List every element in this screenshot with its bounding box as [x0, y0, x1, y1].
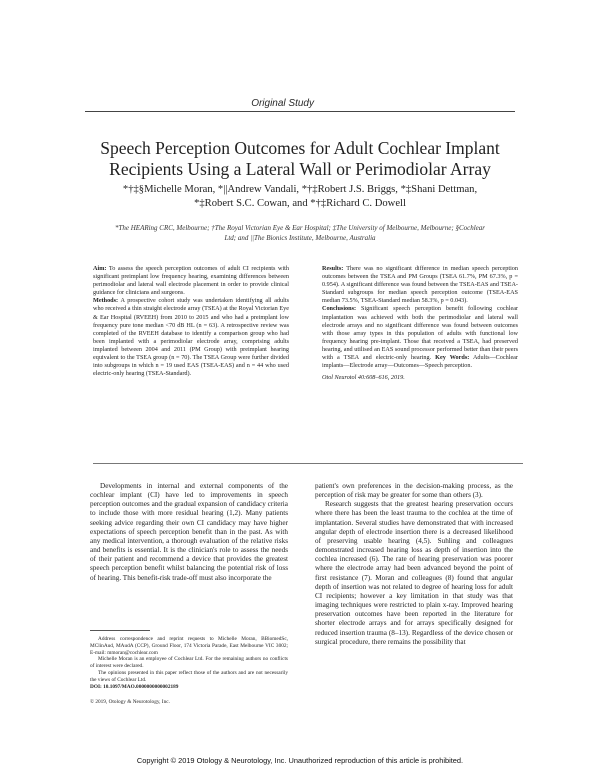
abstract-conclusions — [322, 305, 518, 370]
footnote-rule — [90, 630, 150, 631]
keywords-text: Adults—Cochlear implants—Electrode array—Outcomes—Speech perception. — [322, 354, 518, 370]
body-paragraph: Developments in internal and external components of the cochlear implant (CI) have led to improvements in speech perception outcomes and the gradual expansion of candidacy criteria to include those with more residual hearing (1,2). Many patients seeking advice regarding their own CI candidacy may have higher expectations of speech perception benefit than in the past. As with any medical intervention, a thorough evaluation of the relative risks and benefits is essential. It is the clinician's role to assess the needs of their patient and recommend a device that provides the greatest speech perception benefit whilst balancing the potential risk of loss of hearing. This benefit-risk trade-off must also incorporate the — [90, 482, 288, 582]
abstract-results — [322, 265, 518, 305]
conclusions-text: Significant speech perception benefit following cochlear implantation was achieved with both the perimodiolar and lateral wall electrode arrays and no significant difference was found between outcomes with those array types in this population of adults with functional low frequency hearing pre-implant. Those that received a TSEA, had preserved hearing, and utilised an EAS sound processor performed better than their peers with a TSEA and electric-only hearing. — [322, 305, 519, 362]
conclusions-label: Conclusions: — [322, 305, 357, 313]
abstract-right-column — [322, 265, 518, 382]
copyright-notice: Copyright © 2019 Otology & Neurotology, Inc. Unauthorized reproduction of this article is prohibited. — [136, 756, 464, 765]
affiliations-line-1: *The HEARing CRC, Melbourne; †The Royal Victorian Eye & Ear Hospital; ‡The University of Melbourne, Melbourne; §Cochlear — [114, 224, 486, 232]
footnote-opinion: The opinions presented in this paper reflect those of the authors and are not necessarily the views of Cochlear Ltd. — [90, 669, 288, 683]
section-label: Original Study — [251, 98, 314, 109]
footnote-address: Address correspondence and reprint requests to Michelle Moran, BBiomedSc, MClinAud, MAudA (CCP), Ground Floor, 174 Victoria Parade, East Melbourne VIC 3002; E-mail: mmoran@cochlear.com — [90, 636, 288, 656]
header-rule — [85, 111, 515, 112]
abstract-separator — [93, 463, 523, 464]
abstract-methods — [93, 297, 289, 378]
body-left-column — [90, 482, 288, 583]
article-title — [60, 138, 540, 180]
authors-line-1: *†‡§Michelle Moran, *||Andrew Vandali, *†‡Robert J.S. Briggs, *‡Shani Dettman, — [122, 184, 478, 195]
copyright-line: © 2019, Otology & Neurotology, Inc. — [90, 699, 170, 705]
abstract-aim — [93, 265, 289, 297]
doi: DOI: 10.1097/MAO.0000000000002189 — [90, 683, 179, 690]
title-line-1: Speech Perception Outcomes for Adult Cochlear Implant — [100, 138, 500, 158]
footnote-disclosure: Michelle Moran is an employee of Cochlear Ltd. For the remaining authors no conflicts of interest were declared. — [90, 656, 288, 670]
abstract-left-column — [93, 265, 289, 378]
results-label: Results: — [322, 265, 344, 272]
title-line-2: Recipients Using a Lateral Wall or Perimodiolar Array — [109, 159, 491, 179]
aim-text: To assess the speech perception outcomes of adult CI recipients with significant preimplant low frequency hearing, examining differences between perimodiolar and lateral wall electrode placement in order to provide clinical guidance for clinicians and surgeons. — [93, 265, 289, 297]
affiliations — [85, 223, 515, 243]
affiliations-line-2: Ltd; and ||The Bionics Institute, Melbourne, Australia — [224, 234, 376, 242]
body-paragraph: patient's own preferences in the decision-making process, as the perception of risk may be greater for some than others (3). — [315, 482, 513, 500]
citation: Otol Neurotol 40:608–616, 2019. — [322, 374, 405, 382]
results-text: There was no significant difference in median speech perception outcomes between the TSEA and PM Groups (TSEA 61.7%, PM 67.3%, p = 0.954). A significant difference was found between the TSEA-EAS and TSEA-Standard subgroups for median speech perception outcome (TSEA-EAS median 73.5%, TSEA-Standard median 58.3%, p = 0.043). — [322, 265, 518, 305]
body-right-column — [315, 482, 513, 647]
author-list — [80, 183, 520, 211]
body-paragraph: Research suggests that the greatest hearing preservation occurs where there has been the least trauma to the cochlea at the time of implantation. Several studies have demonstrated that with increased angular depth of electrode insertion there is a decreased likelihood of preserving usable hearing (4,5). Suhling and colleagues demonstrated increased hearing loss as depth of insertion into the cochlea increased (6). The rate of hearing preservation was poorer where the electrode array had been advanced beyond the point of first resistance (7). Moran and colleagues (8) found that angular depth of insertion was not related to degree of hearing loss for adult CI recipients; however a key limitation in that study was that imaging techniques were restricted to plain x-ray. Improved hearing preservation outcomes have been reported in the literature for shorter electrode arrays and for arrays specifically designed for reduced insertion trauma (8–13). Regardless of the device chosen or surgical procedure, there remains the possibility that — [315, 500, 513, 646]
keywords-label: Key Words: — [435, 354, 470, 362]
methods-text: A prospective cohort study was undertaken identifying all adults who received a thin straight electrode array (TSEA) at the Royal Victorian Eye & Ear Hospital (RVEEH) from 2010 to 2015 and who had a preimplant low frequency pure tone median <70 dB HL (n = 63). A retrospective review was completed of the RVEEH database to identify a comparison group who had been implanted with a perimodiolar electrode array, comprising adults implanted between 2004 and 2011 (PM Group) with preimplant hearing equivalent to the TSEA group (n = 70). The TSEA Group were further divided into subgroups in which n = 19 used EAS (TSEA-EAS) and n = 44 who used electric-only hearing (TSEA-Standard). — [93, 297, 289, 378]
authors-line-2: *‡Robert S.C. Cowan, and *†‡Richard C. Dowell — [194, 198, 406, 209]
methods-label: Methods: — [93, 297, 119, 305]
aim-label: Aim: — [93, 265, 107, 272]
footnotes — [90, 636, 288, 690]
